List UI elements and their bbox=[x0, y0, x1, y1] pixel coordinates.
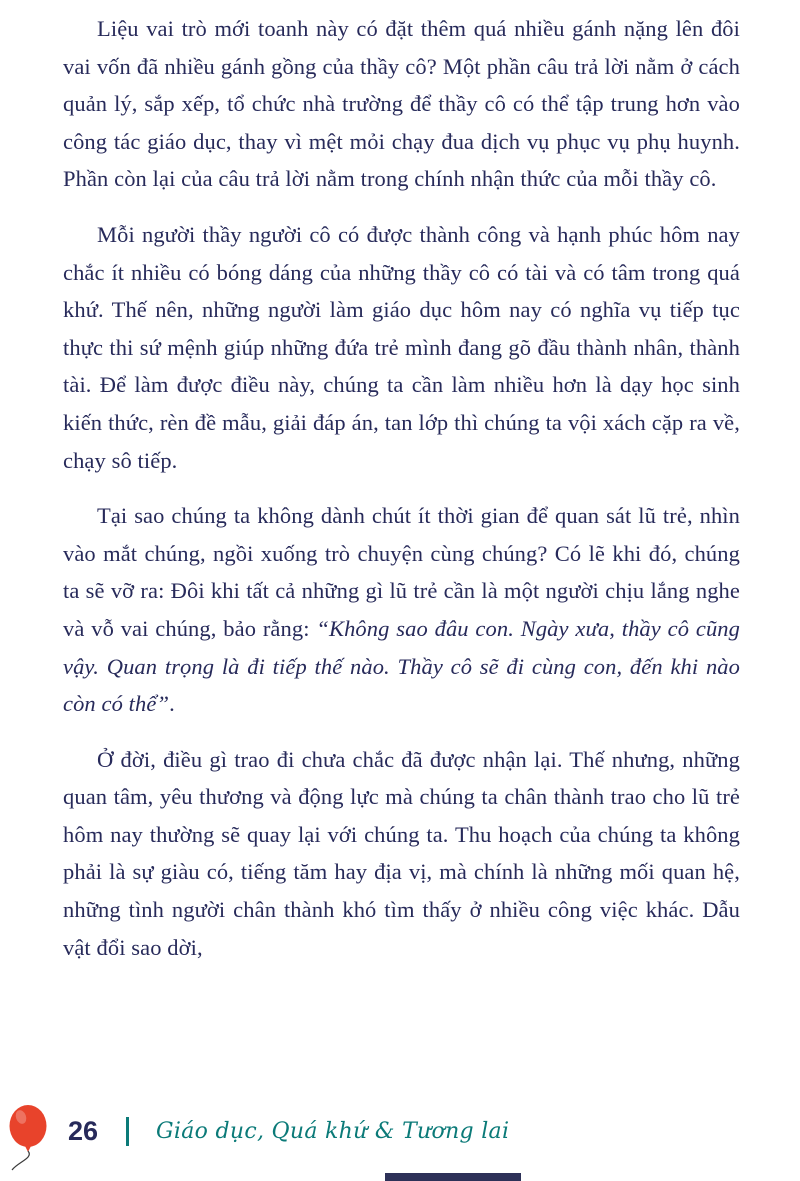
page-number: 26 bbox=[68, 1116, 99, 1146]
text-run: Liệu vai trò mới toanh này có đặt thêm quá nhiều gánh nặng lên đôi vai vốn đã nhiều gánh gồng của thầy cô? Một phần câu trả lời nằm ở cách quản lý, sắp xếp, tổ chức nhà trường để thầy cô có thể tập trung hơn vào công tác giáo dục, thay vì mệt mỏi chạy đua dịch vụ phục vụ phụ huynh. Phần còn lại của câu trả lời nằm trong chính nhận thức của mỗi thầy cô. bbox=[63, 16, 740, 192]
paragraph bbox=[63, 497, 740, 723]
book-title: Giáo dục, Quá khứ & Tương lai bbox=[156, 1119, 510, 1144]
body-text bbox=[63, 10, 740, 984]
text-run: Tại sao chúng ta không dành chút ít thời gian để quan sát lũ trẻ, nhìn vào mắt chúng, ngồi xuống trò chuyện cùng chúng? Có lẽ khi đó, chúng ta sẽ vỡ ra: Đôi khi tất cả những gì lũ trẻ cần là một người chịu lắng nghe và vỗ vai chúng, bảo rằng: bbox=[63, 503, 740, 641]
page-footer bbox=[0, 1108, 800, 1164]
text-run: Mỗi người thầy người cô có được thành công và hạnh phúc hôm nay chắc ít nhiều có bóng dáng của những thầy cô có tài và có tâm trong quá khứ. Thế nên, những người làm giáo dục hôm nay có nghĩa vụ tiếp tục thực thi sứ mệnh giúp những đứa trẻ mình đang gõ đầu thành nhân, thành tài. Để làm được điều này, chúng ta cần làm nhiều hơn là dạy học sinh kiến thức, rèn đề mẫu, giải đáp án, tan lớp thì chúng ta vội xách cặp ra về, chạy sô tiếp. bbox=[63, 221, 740, 473]
text-run: . bbox=[169, 691, 175, 717]
quote-italic-run: “Không sao đâu con. Ngày xưa, thầy cô cũng vậy. Quan trọng là đi tiếp thế nào. Thầy cô sẽ đi cùng con, đến khi nào còn có thể” bbox=[63, 615, 740, 717]
balloon-icon bbox=[4, 1104, 54, 1174]
page-bottom-indicator bbox=[385, 1173, 521, 1181]
footer-separator bbox=[126, 1117, 129, 1146]
paragraph bbox=[63, 741, 740, 967]
paragraph bbox=[63, 216, 740, 479]
paragraph bbox=[63, 10, 740, 198]
text-run: Ở đời, điều gì trao đi chưa chắc đã được nhận lại. Thế nhưng, những quan tâm, yêu thương và động lực mà chúng ta chân thành trao cho lũ trẻ hôm nay thường sẽ quay lại với chúng ta. Thu hoạch của chúng ta không phải là sự giàu có, tiếng tăm hay địa vị, mà chính là những mối quan hệ, những tình người chân thành khó tìm thấy ở nhiều công việc khác. Dẫu vật đổi sao dời, bbox=[63, 746, 740, 960]
